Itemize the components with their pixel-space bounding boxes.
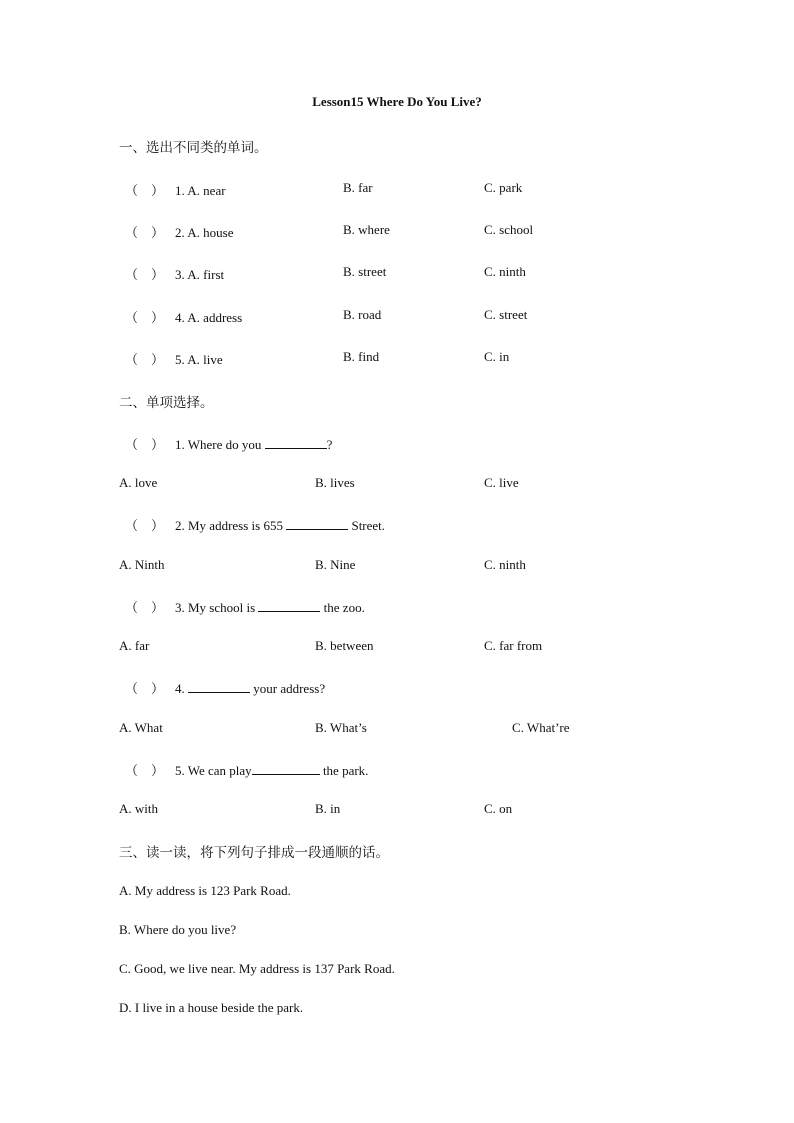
- option-b: B. Nine: [315, 557, 356, 572]
- sentence-a: A. My address is 123 Park Road.: [119, 883, 291, 898]
- question-stem-end: ?: [326, 437, 333, 452]
- option-b: B. far: [343, 180, 373, 195]
- question-stem-end: the park.: [319, 763, 369, 778]
- fill-blank[interactable]: [286, 519, 348, 530]
- option-b: B. in: [315, 801, 341, 816]
- answer-paren[interactable]: （ ）: [125, 310, 165, 325]
- option-c: C. park: [484, 180, 523, 195]
- question-stem: 5. We can play: [175, 763, 252, 778]
- fill-blank[interactable]: [252, 764, 320, 775]
- option-a: A. far: [119, 638, 150, 653]
- option-c: C. far from: [484, 638, 543, 653]
- section-1-heading: 一、选出不同类的单词。: [119, 140, 268, 156]
- option-c: C. ninth: [484, 557, 526, 572]
- option-b: B. lives: [315, 475, 355, 490]
- answer-paren[interactable]: （ ）: [125, 267, 165, 282]
- question-stem: 2. My address is 655: [175, 518, 287, 533]
- sentence-d: D. I live in a house beside the park.: [119, 1000, 304, 1015]
- fill-blank[interactable]: [265, 438, 327, 449]
- option-c: C. ninth: [484, 264, 526, 279]
- option-a: A. with: [119, 801, 158, 816]
- question-stem-end: your address?: [250, 681, 326, 696]
- answer-paren[interactable]: （ ）: [125, 183, 165, 198]
- option-c: C. live: [484, 475, 519, 490]
- answer-paren[interactable]: （ ）: [125, 225, 165, 240]
- answer-paren[interactable]: （ ）: [125, 518, 165, 533]
- answer-paren[interactable]: （ ）: [125, 763, 165, 778]
- option-a: 1. A. near: [175, 183, 226, 198]
- option-a: 4. A. address: [175, 310, 243, 325]
- answer-paren[interactable]: （ ）: [125, 352, 165, 367]
- section-2-heading: 二、单项选择。: [119, 395, 214, 411]
- fill-blank[interactable]: [258, 601, 320, 612]
- page-title: Lesson15 Where Do You Live?: [312, 94, 482, 109]
- option-a: 3. A. first: [175, 267, 225, 282]
- option-c: C. school: [484, 222, 534, 237]
- option-b: B. What’s: [315, 720, 367, 735]
- option-c: C. street: [484, 307, 528, 322]
- question-stem-end: the zoo.: [320, 600, 365, 615]
- option-a: A. love: [119, 475, 158, 490]
- section-3-heading: 三、读一读，将下列句子排成一段通顺的话。: [119, 845, 389, 861]
- answer-paren[interactable]: （ ）: [125, 600, 165, 615]
- option-c: C. in: [484, 349, 510, 364]
- option-a: A. What: [119, 720, 163, 735]
- sentence-c: C. Good, we live near. My address is 137 Park Road.: [119, 961, 395, 976]
- question-stem: 3. My school is: [175, 600, 259, 615]
- option-b: B. street: [343, 264, 387, 279]
- question-stem: 1. Where do you: [175, 437, 265, 452]
- option-a: 5. A. live: [175, 352, 223, 367]
- option-a: 2. A. house: [175, 225, 234, 240]
- option-b: B. find: [343, 349, 380, 364]
- question-stem: 4.: [175, 681, 188, 696]
- fill-blank[interactable]: [188, 682, 250, 693]
- option-c: C. on: [484, 801, 513, 816]
- option-b: B. where: [343, 222, 390, 237]
- option-a: A. Ninth: [119, 557, 165, 572]
- question-stem-end: Street.: [348, 518, 386, 533]
- sentence-b: B. Where do you live?: [119, 922, 237, 937]
- answer-paren[interactable]: （ ）: [125, 681, 165, 696]
- option-c: C. What’re: [512, 720, 570, 735]
- answer-paren[interactable]: （ ）: [125, 437, 165, 452]
- option-b: B. road: [343, 307, 382, 322]
- option-b: B. between: [315, 638, 374, 653]
